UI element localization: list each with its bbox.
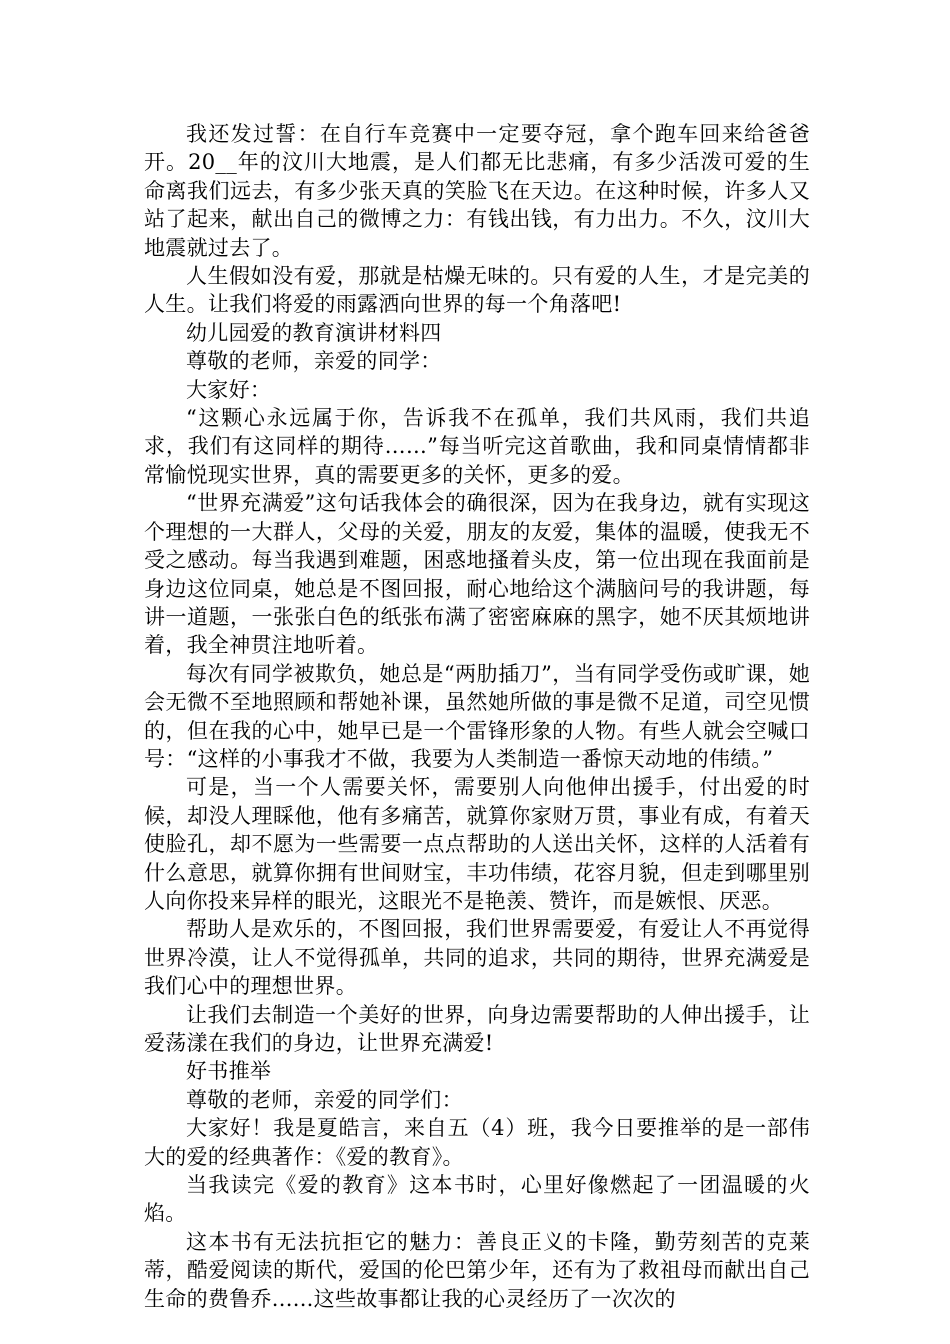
paragraph-helping: 帮助人是欢乐的，不图回报，我们世界需要爱，有爱让人不再觉得世界冷漠，让人不觉得孤单，共同的追求，共同的期待，世界充满爱是我们心中的理想世界。 <box>144 917 810 999</box>
paragraph-call-to-action: 让我们去制造一个美好的世界，向身边需要帮助的人伸出援手，让爱荡漾在我们的身边，让世界充满爱! <box>144 1002 810 1055</box>
paragraph-introduction: 大家好！我是夏皓言，来自五（4）班，我今日要推举的是一部伟大的爱的经典著作：《爱的教育》。 <box>144 1116 810 1169</box>
paragraph-after-reading: 当我读完《爱的教育》这本书时，心里好像燃起了一团温暖的火焰。 <box>144 1173 810 1226</box>
salutation: 尊敬的老师，亲爱的同学： <box>186 349 442 374</box>
salutation-2: 尊敬的老师，亲爱的同学们： <box>186 1087 463 1112</box>
paragraph-song: “这颗心永远属于你，告诉我不在孤单，我们共风雨，我们共追求，我们有这同样的期待……”每当听完这首歌曲，我和同桌情情都非常愉悦现实世界，真的需要更多的关怀，更多的爱。 <box>144 406 810 487</box>
paragraph-2: 人生假如没有爱，那就是枯燥无味的。只有爱的人生，才是完美的人生。让我们将爱的雨露洒向世界的每一个角落吧! <box>144 264 810 317</box>
paragraph-book-charm: 这本书有无法抗拒它的魅力：善良正义的卡隆，勤劳刻苦的克莱蒂，酷爱阅读的斯代，爱国的伦巴第少年，还有为了救祖母而献出自己生命的费鲁乔......这些故事都让我的心灵经历了一次次的 <box>144 1229 810 1311</box>
paragraph-world-full-of-love: “世界充满爱”这句话我体会的确很深，因为在我身边，就有实现这个理想的一大群人，父母的关爱，朋友的友爱，集体的温暖，使我无不受之感动。每当我遇到难题，困惑地搔着头皮，第一位出现在我面前是身边这位同桌，她总是不图回报，耐心地给这个满脑问号的我讲题，每讲一道题，一张张白色的纸张布满了密密麻麻的黑字，她不厌其烦地讲着，我全神贯注地听着。 <box>144 491 810 658</box>
section-heading-speech-four: 幼儿园爱的教育演讲材料四 <box>186 320 442 345</box>
paragraph-1: 我还发过誓：在自行车竞赛中一定要夺冠，拿个跑车回来给爸爸开。20__年的汶川大地震，是人们都无比悲痛，有多少活泼可爱的生命离我们远去，有多少张天真的笑脸飞在天边。在这种时候，许多人又站了起来，献出自己的微博之力：有钱出钱，有力出力。不久，汶川大地震就过去了。 <box>144 122 810 260</box>
document-body <box>144 120 810 1313</box>
section-heading-book-recommendation: 好书推举 <box>186 1059 272 1084</box>
greeting: 大家好： <box>186 377 272 402</box>
paragraph-classmate: 每次有同学被欺负，她总是“两肋插刀”，当有同学受伤或旷课，她会无微不至地照顾和帮她补课，虽然她所做的事是微不足道，司空见惯的，但在我的心中，她早已是一个雷锋形象的人物。有些人就会空喊口号：“这样的小事我才不做，我要为人类制造一番惊天动地的伟绩。” <box>144 661 810 771</box>
paragraph-caring: 可是，当一个人需要关怀，需要别人向他伸出援手，付出爱的时候，却没人理睬他，他有多痛苦，就算你家财万贯，事业有成，有着天使脸孔，却不愿为一些需要一点点帮助的人送出关怀，这样的人活着有什么意思，就算你拥有世间财宝，丰功伟绩，花容月貌，但走到哪里别人向你投来异样的眼光，这眼光不是艳羡、赞许，而是嫉恨、厌恶。 <box>144 775 810 913</box>
